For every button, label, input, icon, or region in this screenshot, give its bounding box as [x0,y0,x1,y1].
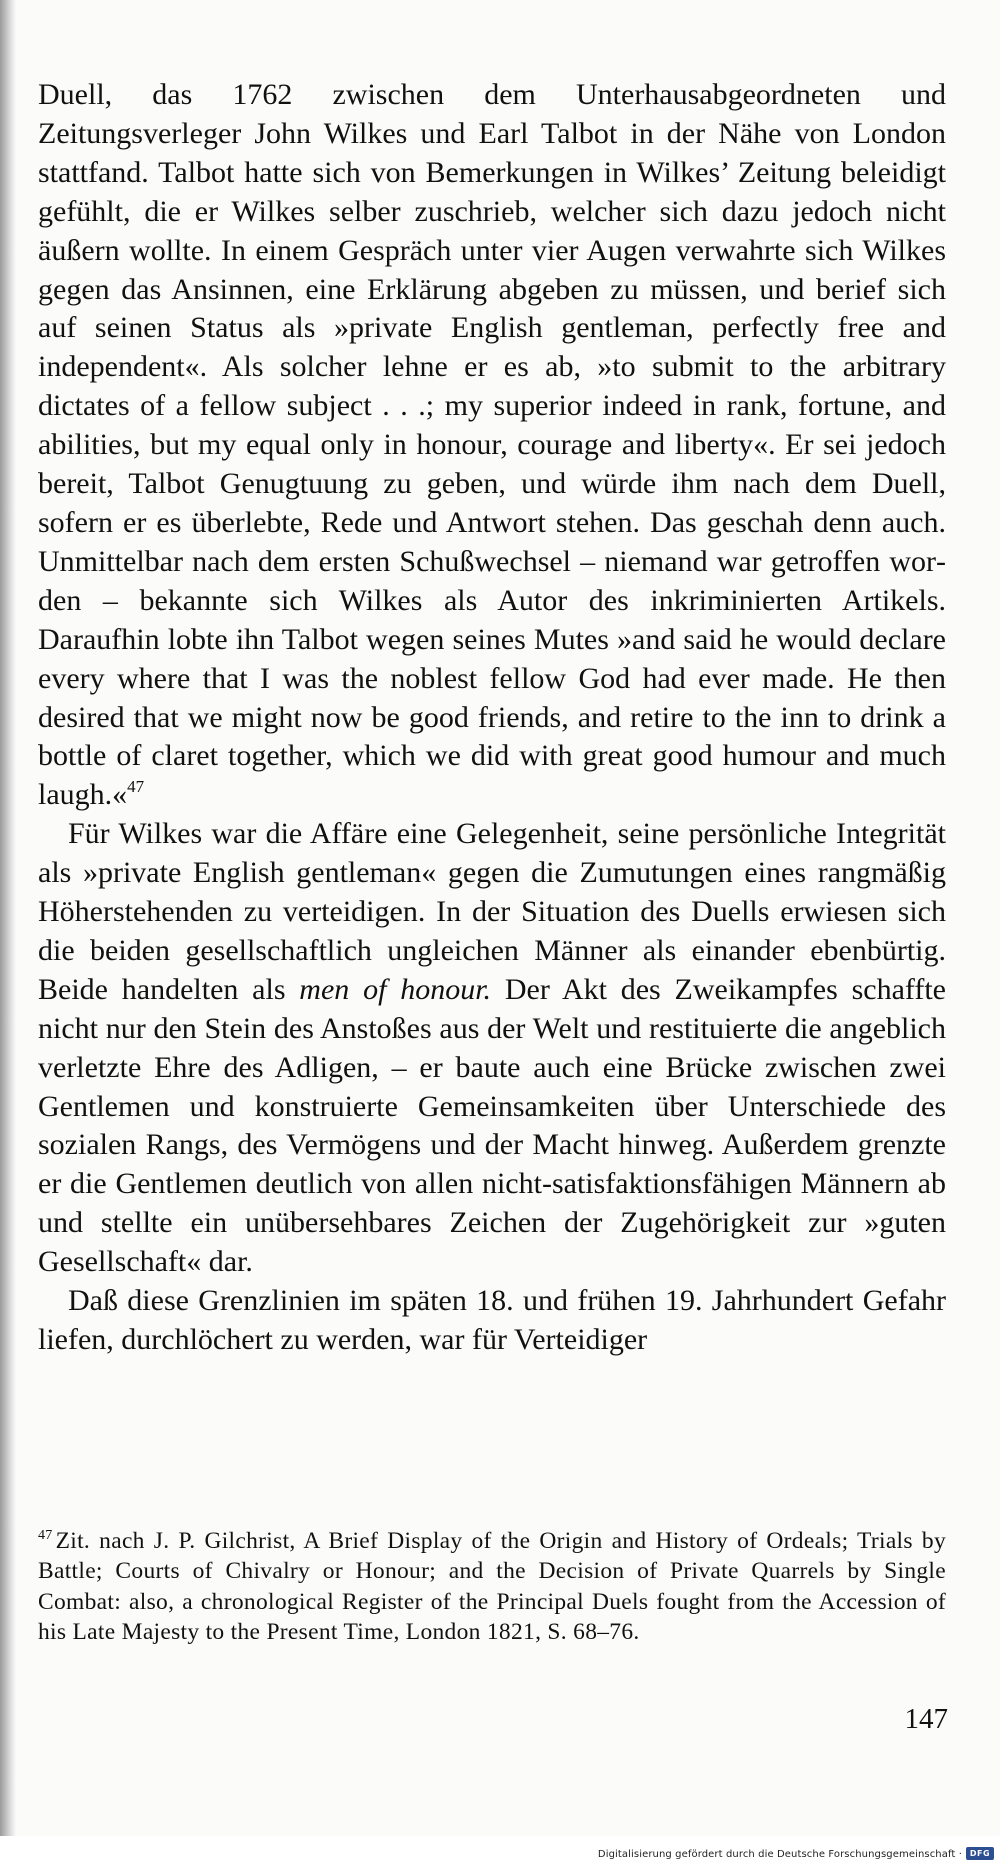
paragraph-2-text-after: Der Akt des Zweikampfes schaffte nicht nur den Stein des Anstoßes aus der Welt und restituierte die angeblich verletzte Ehre des Adligen, – er baute auch eine Brücke zwischen zwei Gentlemen und konstruierte Gemeinsamkeiten über Unterschiede des sozialen Rangs, des Vermögens und der Macht hinweg. Außerdem grenzte er die Gentlemen deutlich von allen nicht-satisfaktionsfähigen Männern ab und stellte ein unübersehbares Zeichen der Zugehörigkeit zur »guten Gesellschaft« dar. [38,972,946,1279]
paragraph-3 [38,1282,946,1360]
footnote [38,1526,946,1647]
paragraph-3-text: Daß diese Grenzlinien im späten 18. und frühen 19. Jahrhundert Gefahr liefen, durchlöchert zu werden, war für Verteidiger [38,1284,946,1356]
page-number: 147 [904,1703,948,1735]
page-gutter-shadow [0,0,16,1836]
paragraph-2 [38,815,946,1282]
footnote-text: Zit. nach J. P. Gilchrist, A Brief Display of the Origin and History of Ordeals; Trials by Battle; Courts of Chivalry or Honour; and the Decision of Private Quarrels by Single Combat: also, a chronological Register of the Principal Duels fought from the Accession of his Late Majesty to the Present Time, London 1821, S. 68–76. [38,1528,946,1645]
main-text [38,76,946,1360]
paragraph-2-text-before: Für Wilkes war die Affäre eine Gelegenheit, seine persönliche Integrität als »private English gentleman« gegen die Zumutungen eines rangmäßig Höherstehenden zu verteidigen. In der Situation des Duells erwiesen sich die beiden gesellschaftlich ungleichen Männer als einander ebenbürtig. Beide handelten als [38,817,946,1006]
paragraph-2-italic: men of honour. [299,972,492,1006]
digitization-credit: Digitalisierung gefördert durch die Deutsche Forschungsgemeinschaft · [597,1849,962,1860]
paragraph-1 [38,76,946,815]
dfg-logo-text: DFG [969,1849,991,1858]
dfg-logo [966,1847,994,1860]
paragraph-1-text: Duell, das 1762 zwischen dem Unterhausabgeordneten und Zeitungsverleger John Wilkes und Earl Talbot in der Nähe von London stattfand. Talbot hatte sich von Bemerkungen in Wilkes’ Zeitung beleidigt gefühlt, die er Wilkes selber zuschrieb, welcher sich dazu jedoch nicht äußern wollte. In einem Gespräch unter vier Augen verwahrte sich Wilkes gegen das Ansinnen, eine Erklärung abgeben zu müssen, und berief sich auf seinen Status als »private English gentleman, perfectly free and independent«. Als solcher lehne er es ab, »to submit to the arbitrary dictates of a fellow subject . . .; my superior indeed in rank, fortune, and abilities, but my equal only in honour, courage and liberty«. Er sei jedoch bereit, Talbot Genugtuung zu geben, und würde ihm nach dem Duell, sofern er es überlebte, Rede und Antwort stehen. Das geschah denn auch. Unmittelbar nach dem ersten Schußwechsel – niemand war getroffen worden – bekannte sich Wilkes als Autor des inkriminierten Artikels. Daraufhin lobte ihn Talbot wegen seines Mutes »and said he would declare every where that I was the noblest fellow God had ever made. He then desired that we might now be good friends, and retire to the inn to drink a bottle of claret together, which we did with great good humour and much laugh.« [38,78,946,812]
footnote-number: 47 [38,1528,53,1543]
footnote-reference: 47 [127,777,145,797]
